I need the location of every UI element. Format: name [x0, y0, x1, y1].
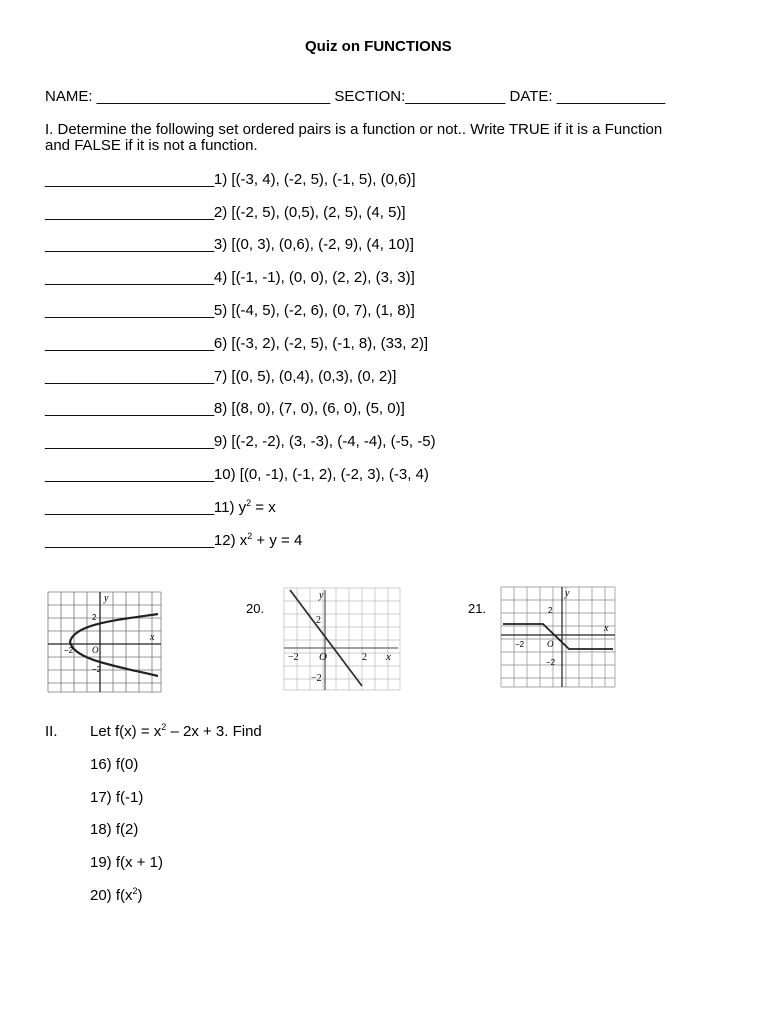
answer-blank: _____________________: [45, 532, 214, 549]
answer-blank: _____________________: [45, 499, 214, 516]
axis-label-x: x: [150, 632, 155, 643]
axis-label-y: y: [565, 588, 570, 599]
question-text-prefix: 12) x: [213, 532, 248, 549]
part2-intro: [90, 723, 262, 741]
graph-parabola: [46, 590, 164, 694]
part2-question: 16) f(0): [90, 756, 139, 773]
question-text: 2) [(-2, 5), (0,5), (2, 5), (4, 5)]: [213, 204, 406, 221]
answer-blank: _____________________: [45, 236, 214, 253]
page-title: Quiz on FUNCTIONS: [305, 38, 452, 55]
question-item: [45, 236, 414, 254]
axes: [501, 587, 615, 687]
answer-blank: _____________________: [45, 171, 214, 188]
question-text: 6) [(-3, 2), (-2, 5), (-1, 8), (33, 2)]: [213, 335, 429, 352]
q20-suffix: ): [137, 887, 143, 904]
part2-question: [90, 887, 143, 905]
grid: [501, 587, 615, 687]
tick-label: −2: [288, 652, 299, 663]
answer-blank: _____________________: [45, 433, 214, 450]
answer-blank: _____________________: [45, 368, 214, 385]
question-text-suffix: = x: [251, 499, 276, 516]
graph-piecewise: [499, 585, 617, 689]
question-item: [45, 499, 276, 517]
question-text: 5) [(-4, 5), (-2, 6), (0, 7), (1, 8)]: [213, 302, 415, 319]
question-item: [45, 171, 416, 189]
origin-label: O: [92, 645, 99, 655]
question-text: 3) [(0, 3), (0,6), (-2, 9), (4, 10)]: [213, 236, 414, 253]
answer-blank: _____________________: [45, 400, 214, 417]
question-text: 4) [(-1, -1), (0, 0), (2, 2), (3, 3)]: [213, 269, 415, 286]
tick-label: 2: [362, 652, 367, 663]
question-item: [45, 368, 396, 386]
tick-label: 2: [316, 615, 321, 626]
axis-label-y: y: [319, 590, 324, 601]
grid: [284, 588, 400, 690]
question-item: [45, 335, 428, 353]
origin-label: O: [547, 639, 554, 649]
answer-blank: _____________________: [45, 302, 214, 319]
question-item: [45, 302, 415, 320]
part2-question: 18) f(2): [90, 821, 139, 838]
question-item: [45, 466, 429, 484]
intro-suffix: – 2x + 3. Find: [166, 723, 262, 740]
question-item: [45, 400, 405, 418]
question-text: 9) [(-2, -2), (3, -3), (-4, -4), (-5, -5): [213, 433, 436, 450]
question-item: [45, 204, 406, 222]
tick-label: −2: [64, 646, 74, 655]
question-item: [45, 433, 436, 451]
part1-instruction-line2: and FALSE if it is not a function.: [45, 137, 258, 154]
exponent: 2: [247, 531, 253, 541]
q20-prefix: 20) f(x: [90, 887, 133, 904]
graph-number: 20.: [246, 601, 265, 616]
student-info-line: NAME: ____________________________ SECTION:____________ DATE: _____________: [45, 88, 666, 105]
tick-label: −2: [546, 658, 556, 667]
question-text: 8) [(8, 0), (7, 0), (6, 0), (5, 0)]: [213, 400, 405, 417]
question-text-suffix: + y = 4: [252, 532, 303, 549]
question-text: 1) [(-3, 4), (-2, 5), (-1, 5), (0,6)]: [213, 171, 416, 188]
tick-label: −2: [515, 640, 525, 649]
graph-line: [282, 586, 402, 692]
question-item: [45, 269, 415, 287]
answer-blank: _____________________: [45, 269, 214, 286]
part1-instruction-line1: I. Determine the following set ordered pairs is a function or not.. Write TRUE if it is a Function: [45, 121, 663, 138]
graph-number: 21.: [468, 601, 487, 616]
exponent: 2: [132, 886, 138, 896]
axis-label-x: x: [604, 623, 609, 634]
exponent: 2: [161, 722, 167, 732]
intro-prefix: Let f(x) = x: [90, 723, 162, 740]
question-text: 7) [(0, 5), (0,4), (0,3), (0, 2)]: [213, 368, 397, 385]
part2-question: 17) f(-1): [90, 789, 144, 806]
axes: [48, 592, 161, 692]
grid: [48, 592, 161, 692]
axis-label-x: x: [386, 651, 391, 663]
exponent: 2: [246, 498, 252, 508]
origin-label: O: [319, 651, 327, 663]
part2-numeral: II.: [45, 723, 58, 740]
tick-label: −2: [92, 665, 102, 674]
question-item: [45, 532, 302, 550]
tick-label: −2: [311, 673, 322, 684]
function-line: [290, 590, 362, 686]
answer-blank: _____________________: [45, 204, 214, 221]
answer-blank: _____________________: [45, 335, 214, 352]
part2-question: 19) f(x + 1): [90, 854, 163, 871]
question-text: 10) [(0, -1), (-1, 2), (-2, 3), (-3, 4): [213, 466, 429, 483]
tick-label: 2: [548, 606, 553, 615]
axis-label-y: y: [104, 593, 109, 604]
answer-blank: _____________________: [45, 466, 214, 483]
tick-label: 2: [92, 613, 97, 622]
question-text-prefix: 11) y: [213, 499, 247, 516]
parabola-curve: [70, 614, 158, 676]
